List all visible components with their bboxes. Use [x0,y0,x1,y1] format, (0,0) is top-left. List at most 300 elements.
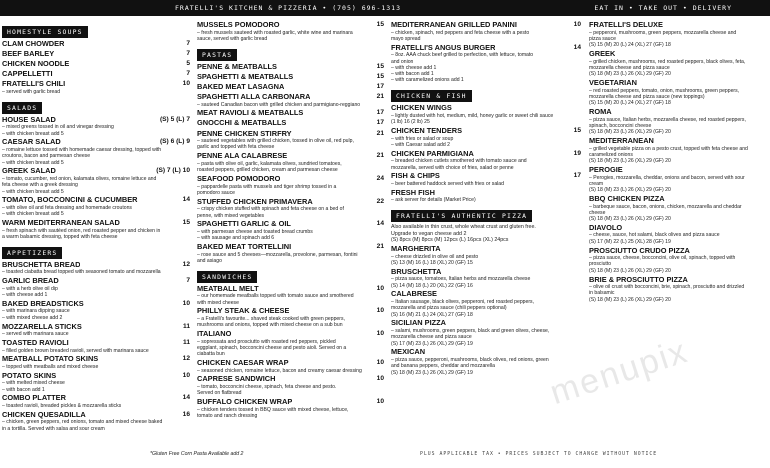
menu-item-description: penne, with mixed vegetables [197,212,265,219]
menu-item-description: (S) 18 (M) 23 (L) 26 (XL) 29 (GF) 20 [589,216,671,223]
menu-item-price [765,21,768,30]
menu-item [391,127,581,148]
section-header: HOMESTYLE SOUPS [2,26,88,38]
menu-item-name: PEROGIE [589,165,623,174]
menu-item [197,175,384,196]
header-restaurant-info: FRATELLI'S KITCHEN & PIZZERIA • (705) 696-1313 [175,4,402,12]
menu-item-row [2,196,190,205]
menu-item [197,243,384,264]
menu-item-row [2,411,190,420]
menu-item-name: MEATBALL MELT [197,284,259,293]
menu-item [589,50,768,77]
section-header: SALADS [2,102,42,114]
menu-item [2,138,190,165]
menu-item-row [2,50,190,59]
menu-item-row [197,73,384,82]
menu-item-name: BRUSCHETTA BREAD [2,260,81,269]
menu-item-price: 15 [376,72,384,80]
menu-item-description: – with parmesan cheese and toasted bread crumbs [197,228,313,235]
menu-item-description: – tomato, cucumber, red onion, kalamata olives, romaine lettuce and [2,176,157,183]
menu-item-description: – with cheese add 1 [2,292,48,299]
menu-item-description: – grilled chicken, mushrooms, red roasted peppers, black olives, feta, [589,58,746,65]
menu-item-row [197,130,384,139]
menu-item-price: 12 [182,260,190,268]
menu-item-name: CLAM CHOWDER [2,40,65,48]
menu-item-row [589,166,768,175]
menu-item-name: DIAVOLO [589,223,623,232]
menu-item-row [391,189,581,198]
menu-item-name: FRESH FISH [391,188,435,197]
menu-item [589,224,768,245]
menu-item-description: – pappardelle pasta with mussels and tiger shrimp tossed in a [197,183,337,190]
menu-item-description: garlic and topped with feta cheese [197,144,275,151]
menu-item-price: 17 [376,119,384,127]
menu-item-description: in a tortilla. Served with salsa and sour cream [2,425,105,432]
menu-item-name: HOUSE SALAD [2,115,56,124]
menu-item [2,50,190,59]
menu-item-price: 21 [376,242,384,250]
menu-item-price: 10 [376,375,384,383]
menu-item-name: COMBO PLATTER [2,394,66,403]
menu-item-description: (S) 18 (M) 23 (L) 26 (XL) 29 (GF) 20 [589,158,671,165]
gluten-free-footnote: *Gluten Free Corn Pasta Available add 2 [150,451,244,457]
menu-item-price [578,245,581,254]
menu-item-description: cheese [589,209,606,216]
menu-item-name: STUFFED CHICKEN PRIMAVERA [197,197,313,206]
menu-item-row [197,109,384,118]
menu-item-name: BRIE & PROSCIUTTO PIZZA [589,275,688,284]
menu-item-row [589,137,768,146]
menu-item-name: SEAFOOD POMODORO [197,174,281,183]
menu-item-price: (S) 6 (L) 9 [159,138,190,146]
menu-item-name: MEDITERRANEAN GRILLED PANINI [391,21,517,29]
menu-item-description: – fresh mussels sauteed with roasted garlic, white wine and marinara [197,29,353,36]
menu-item-description: prosciutto [589,261,612,268]
menu-item-price: 10 [376,398,384,406]
menu-item [2,411,190,432]
menu-item-price: 21 [376,129,384,137]
menu-item-price [765,276,768,285]
menu-item-description: – red roasted peppers, tomato, onion, mushrooms, green peppers, [589,87,740,94]
section-header: APPETIZERS [2,247,62,259]
menu-item-row [391,172,581,181]
menu-item-name: CAPRESE SANDWICH [197,375,276,384]
menu-item-price: 15 [182,219,190,227]
menu-item-description: – ask server for details (Market Price) [391,197,476,204]
menu-item-description: – rose sauce and 5 cheeses—mozzarella, provolone, parmesan, fontini [197,251,358,258]
menu-item-name: PENNE CHICKEN STIRFRY [197,129,292,138]
menu-item-row [2,339,190,348]
menu-item [197,73,384,82]
menu-item [391,104,581,125]
menu-item [391,172,581,187]
menu-item-price [578,348,581,357]
menu-item-price: 15 [573,126,581,134]
menu-item [391,319,581,346]
menu-item [197,21,384,42]
menu-item-row [391,21,581,30]
menu-item-description: tomato and ranch dressing [197,413,258,419]
menu-item-description: – mixed greens tossed in oil and vinegar dressing [2,124,114,131]
menu-item-description: – toasted ciabatta bread topped with seasoned tomato and mozzarella [2,269,161,276]
menu-item-price: 14 [376,220,384,228]
menu-item [197,198,384,219]
menu-item [589,79,768,106]
menu-item-description: – crispy chicken stuffed with spinach and feta cheese on a bed of [197,206,344,213]
menu-item-price: 10 [376,284,384,292]
menu-item-name: CHICKEN TENDERS [391,126,463,135]
menu-item-description: – pizza sauce, tomatoes, Italian herbs and mozzarella cheese [391,276,531,283]
menu-item-row [589,276,768,285]
menu-item-description: – with Caesar salad add 2 [391,141,450,148]
menu-item-description: (S) 17 (M) 23 (L) 26 (XL) 29 (GF) 19 [391,340,473,347]
menu-item-row [197,198,384,207]
menu-item-description: – Italian sausage, black olives, pepperoni, red roasted peppers, [391,299,534,306]
menu-item-price [765,195,768,204]
menu-item-price: 21 [376,92,384,100]
menu-item-row [589,224,768,233]
menu-item [2,355,190,370]
menu-item-description: mozzarella and pizza sauce (chili peppers optional) [391,305,507,312]
menu-item [2,167,190,194]
menu-item-description: – with chicken breast add 5 [2,130,64,137]
menu-item-description: roasted peppers, grilled chicken, cream and parmesan cheese [197,167,338,174]
pizza-intro-line: Upgrade to vegan cheese add 2 [391,230,467,237]
menu-item-price: (S) 7 (L) 10 [156,167,190,175]
menu-item-price: 17 [573,172,581,180]
menu-item-description: – toasted ravioli, breaded pickles & mozzarella sticks [2,403,122,410]
menu-item-description: – 8oz. AAA chuck beef grilled to perfection, with lettuce, tomato [391,52,534,59]
menu-item-name: SPAGHETTI & MEATBALLS [197,72,294,81]
menu-item-row [2,394,190,403]
menu-item-price [765,224,768,233]
menu-item-name: FRATELLI'S DELUXE [589,21,663,29]
menu-item-price: 19 [573,149,581,157]
menu-item-description: (S) 13 (M) 16 (L) 18 (XL) 20 (GF) 15 [391,260,473,266]
menu-item-row [391,348,581,357]
menu-item [2,323,190,338]
menu-item-name: BEEF BARLEY [2,50,55,59]
menu-item [589,108,768,135]
menu-item-description: (S) 17 (M) 22 (L) 25 (XL) 28 (GF) 19 [589,238,671,245]
menu-item-name: MEATBALL POTATO SKINS [2,355,99,364]
menu-item-description: – our homemade meatballs topped with tomato sauce and smothered [197,293,354,300]
menu-item-description: with mixed cheese [197,299,239,306]
menu-item-price: 10 [182,80,190,88]
menu-item-description: and asiago [197,257,222,264]
menu-item-description: and banana peppers, cheddar and mozzarella [391,363,495,370]
menu-item-description: – pizza sauce, cheese, bocconcini, olive oil, spinach, topped with [589,255,736,262]
menu-item-row [391,290,581,299]
menu-item-description: – with mixed cheese add 2 [2,314,63,321]
menu-item [197,398,384,419]
menu-item-price: 10 [182,299,190,307]
menu-item-row [197,152,384,161]
menu-item [2,277,190,298]
menu-item [2,300,190,321]
menu-item [589,195,768,222]
menu-item [197,130,384,151]
menu-item [2,116,190,137]
menu-item-description: – breaded chicken cutlets smothered with tomato sauce and [391,158,527,165]
menu-item-price: 7 [186,50,190,58]
menu-item [197,330,384,357]
menu-item-row [391,319,581,328]
menu-column-1 [2,21,190,461]
menu-item-name: GARLIC BREAD [2,277,59,286]
menu-item-description: – filled golden brown breaded ravioli, served with marinara sauce [2,347,149,354]
menu-item-price [578,290,581,299]
menu-item-row [391,245,581,254]
menu-item-name: MEDITERRANEAN [589,136,654,145]
menu-item-description: – with bacon add 1 [2,386,45,393]
menu-item [197,83,384,92]
menu-item-description: feta cheese with a greek dressing [2,182,78,189]
menu-item [197,93,384,108]
menu-item-price: 11 [183,322,190,330]
menu-item-name: BBQ CHICKEN PIZZA [589,194,665,203]
menu-item [197,285,384,306]
menu-item-description: – olive oil crust with bocconcini, brie, spinach, prosciutto and drizzled [589,284,745,291]
menu-item-description: (S) 15 (M) 20 (L) 24 (XL) 27 (GF) 18 [589,100,671,107]
menu-item-description: – chicken, spinach, red peppers and feta cheese with a pesto [391,29,530,36]
menu-item-row [2,323,190,332]
menu-item-description: – with chicken breast add 5 [2,211,64,218]
menu-item-description: (S) 15 (M) 20 (L) 24 (XL) 27 (GF) 18 [589,42,671,49]
menu-item-row [2,116,190,125]
menu-item-price: 7 [186,40,190,47]
watermark-logo: menupix [545,331,693,413]
menu-item-name: FRATELLI'S CHILI [2,80,66,89]
menu-item-name: PENNE ALA CALABRESE [197,152,288,161]
menu-item-name: GNOCCHI & MEATBALLS [197,119,287,128]
menu-item-row [2,167,190,176]
menu-item-row [2,60,190,69]
menu-item-name: CHICKEN PARMIGIANA [391,149,474,158]
menu-item-name: ROMA [589,107,612,116]
menu-item-price [765,108,768,117]
menu-item [2,60,190,69]
menu-item-row [391,44,581,53]
menu-item-name: TOMATO, BOCCONCINI & CUCUMBER [2,196,138,205]
menu-item [391,245,581,266]
menu-item-description: croutons, bacon and parmesan cheese [2,153,91,160]
menu-item-price [765,137,768,146]
menu-item-name: MARGHERITA [391,245,441,254]
menu-item-price: 5 [186,60,190,68]
menu-item-name: CAESAR SALAD [2,138,61,147]
menu-item-description: spinach, bocconcini cheese [589,122,652,129]
menu-item-row [2,80,190,89]
menu-item-price: 12 [182,355,190,363]
menu-column-2 [197,21,384,461]
menu-item-name: MUSSELS POMODORO [197,21,280,29]
menu-item-row [589,79,768,88]
menu-item-description: – barbeque sauce, bacon, onions, chicken, mozzarella and cheddar [589,203,742,210]
menu-item-description: – sauteed Canadian bacon with grilled chicken and parmigiano-reggiano [197,101,361,108]
menu-item-description: mushrooms and onions, topped with mixed cheese on a sub bun [197,322,343,329]
menu-item-row [197,93,384,102]
menu-item-price: 7 [186,277,190,285]
menu-item-name: ITALIANO [197,330,232,339]
menu-item-description: – cheese drizzled in olive oil and pesto [391,253,479,260]
menu-item-row [589,247,768,256]
menu-item-row [391,104,581,113]
menu-item-row [2,277,190,286]
menu-item-price: 17 [376,109,384,117]
menu-item-description: and onion [391,58,414,65]
menu-item [391,268,581,289]
menu-item-price: 17 [376,82,384,90]
menu-item [2,40,190,49]
menu-item-name: BAKED BREADSTICKS [2,299,84,308]
menu-item-description: Served on flatbread [197,390,242,397]
menu-item-row [197,359,384,368]
menu-item-description: (S) 18 (M) 23 (L) 26 (XL) 29 (GF) 20 [589,267,671,274]
menu-item-name: CALABRESE [391,290,437,299]
menu-item-row [2,40,190,49]
menu-item-description: – pepperoni, mushrooms, green peppers, mozzarella cheese and [589,29,737,36]
menu-item-description: – with chicken breast add 5 [2,188,64,195]
menu-item-description: – cheese, sauce, hot salami, black olives and pizza sauce [589,232,720,239]
menu-item-row [589,50,768,59]
menu-item-row [589,195,768,204]
menu-item-price: 24 [376,174,384,182]
menu-item [2,219,190,240]
menu-item-description: – with bacon add 1 [391,71,434,78]
menu-item-name: TOASTED RAVIOLI [2,338,69,347]
menu-item-name: POTATO SKINS [2,371,57,380]
menu-item-name: CHICKEN NOODLE [2,60,70,69]
menu-item-name: SPAGHETTI ALLA CARBONARA [197,92,311,101]
menu-column-4 [589,21,768,461]
menu-item-row [197,220,384,229]
menu-item [391,150,581,171]
menu-item [197,220,384,241]
menu-item [2,339,190,354]
menu-item-price: 15 [376,62,384,70]
menu-item-description: – pasta with olive oil, garlic, kalamata olives, sundried tomatoes, [197,160,342,167]
menu-item-price: 14 [182,394,190,402]
menu-item-price: 10 [376,307,384,315]
menu-item-description: (1 lb) 16 (2 lb) 25 [391,119,430,126]
menu-item-row [197,21,384,30]
section-header: FRATELLI'S AUTHENTIC PIZZA [391,210,532,222]
menu-item-description: – topped with meatballs and mixed cheese [2,363,99,370]
menu-item [391,44,581,84]
menu-item-description: – fresh spinach with sautéed onion, red roasted pepper and chicken in [2,227,161,234]
menu-item-price: 21 [376,152,384,160]
menu-item-name: VEGETARIAN [589,78,637,87]
header-service-info: EAT IN • TAKE OUT • DELIVERY [594,4,732,12]
menu-item-description: eggplant, spinach, bocconcini cheese and pesto aioli. Served on a [197,344,347,351]
menu-item-description: pizza sauce [589,35,616,42]
menu-item-description: – with fries or salad or soup [391,135,454,142]
menu-item-description: – served with marinara sauce [2,331,69,338]
section-header: SANDWICHES [197,271,257,283]
section-header: PASTAS [197,49,237,61]
menu-item-price [765,79,768,88]
menu-item-description: mozzarella cheese and pizza sauce [391,334,472,341]
menu-item-price: 7 [186,70,190,78]
menu-item-description: – served with garlic bread [2,88,61,95]
pizza-intro [391,224,581,244]
menu-item-description: – beer battered haddock served with fries or salad [391,180,504,187]
menu-item-description: – romaine lettuce tossed with homemade caesar dressing, topped with [2,147,162,154]
menu-item-description: – a Fratelli's favourite... shaved steak cooked with green peppers, [197,315,345,322]
menu-item [2,70,190,79]
menu-item [391,189,581,204]
menu-item-description: (S) 14 (M) 18 (L) 20 (XL) 22 (GF) 16 [391,282,473,289]
menu-item [2,80,190,95]
menu-item-price [578,104,581,113]
menu-item-row [2,138,190,147]
menu-item-row [2,219,190,228]
menu-item-description: – sopressata and prosciutto with roasted red peppers, pickled [197,338,336,345]
menu-item-name: BAKED MEAT LASAGNA [197,82,285,91]
menu-item [197,109,384,118]
menu-item-row [391,150,581,159]
menu-item-price: 15 [376,21,384,28]
menu-item-row [197,330,384,339]
menu-item-description: (S) 18 (M) 23 (L) 26 (XL) 29 (GF) 20 [589,296,671,303]
menu-item-description: – with chicken breast add 5 [2,159,64,166]
menu-item-name: MOZZARELLA STICKS [2,322,82,331]
menu-item-description: – with marinara dipping sauce [2,308,70,315]
menu-item-row [2,355,190,364]
menu-item-name: CHICKEN QUESADILLA [2,410,86,419]
menu-item-row [391,127,581,136]
menu-item-row [197,83,384,92]
menu-item-description: mozzarella cheese and pizza sauce (new toppings) [589,93,705,100]
menu-item-name: CHICKEN WINGS [391,104,452,113]
menu-item-price: (S) 5 (L) 7 [159,115,190,123]
pizza-intro-line: Also available in thin crust, whole wheat crust and gluten free. [391,224,536,231]
menu-item [197,152,384,173]
menu-item [2,372,190,393]
menu-item-name: PHILLY STEAK & CHEESE [197,307,290,316]
menu-item-name: WARM MEDITERRANEAN SALAD [2,219,120,228]
menu-item [589,247,768,274]
menu-item-description: in balsamic [589,290,615,297]
menu-item [197,63,384,72]
menu-item-row [197,375,384,384]
menu-item [391,290,581,317]
menu-item-price: 10 [376,359,384,367]
menu-item-description: – salami, mushrooms, green peppers, black and green olives, cheese, [391,328,550,335]
menu-item-description: – grilled vegetable pizza on a pesto crust, topped with feta cheese and [589,145,748,152]
menu-item-description: ciabatta bun [197,351,225,358]
menu-item-name: GREEK [589,49,616,58]
menu-item-price: 10 [376,330,384,338]
menu-item-description: caramelized onions [589,151,633,158]
menu-item-price: 10 [573,21,581,28]
tax-disclaimer: PLUS APPLICABLE TAX • PRICES SUBJECT TO CHANGE WITHOUT NOTICE [420,452,658,457]
menu-item-name: BRUSCHETTA [391,267,442,276]
menu-item-name: FISH & CHIPS [391,172,440,181]
menu-item [2,394,190,409]
menu-item-description: a warm balsamic dressing, topped with feta cheese [2,234,118,240]
menu-item [197,375,384,396]
menu-item-description: (S) 18 (M) 23 (L) 26 (XL) 29 (GF) 19 [391,369,473,376]
menu-item-description: (S) 16 (M) 21 (L) 24 (XL) 27 (GF) 18 [391,311,473,318]
menu-item-row [589,21,768,30]
menu-item [589,276,768,303]
menu-item-price: 14 [182,196,190,204]
menu-item [391,348,581,375]
menu-item-description: mozzarella cheese and pizza sauce [589,64,670,71]
menu-item-name: CHICKEN CAESAR WRAP [197,359,289,368]
